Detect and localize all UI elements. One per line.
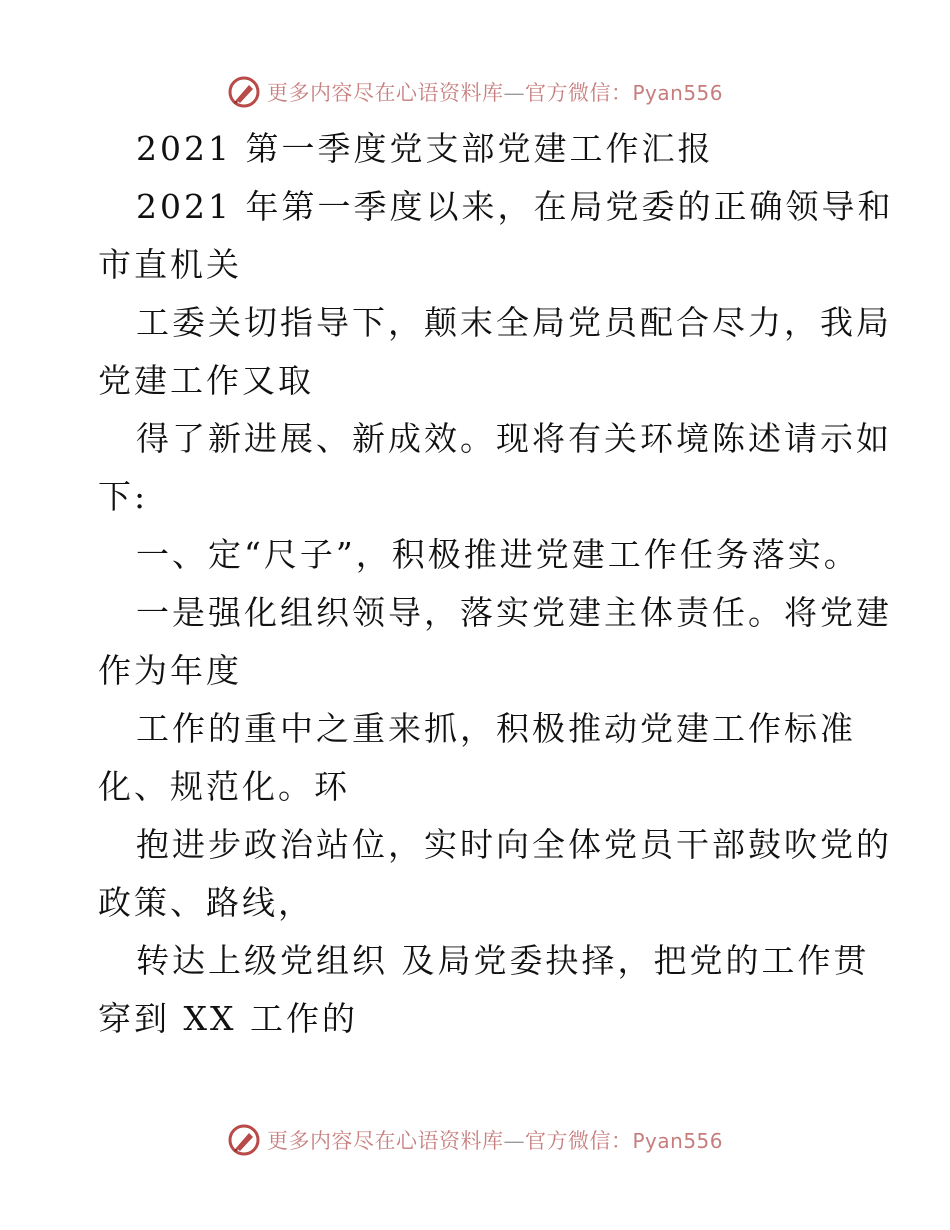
document-body — [98, 120, 894, 1048]
pen-logo-icon — [227, 75, 261, 109]
document-line: 工作的重中之重来抓，积极推动党建工作标准 — [136, 709, 856, 748]
watermark-dash: — — [503, 1129, 525, 1153]
document-line: 政策、路线， — [98, 883, 314, 922]
document-line: 工委关切指导下，颠末全局党员配合尽力，我局 — [136, 303, 892, 342]
watermark-prefix: 更多内容尽在心语资料库 — [266, 81, 504, 105]
watermark-middle: 官方微信： — [524, 1129, 633, 1153]
watermark-text — [267, 1125, 723, 1155]
document-line: 一是强化组织领导，落实党建主体责任。将党建 — [136, 593, 892, 632]
watermark-wechat-id: Pyan556 — [632, 81, 723, 105]
watermark-middle: 官方微信： — [524, 81, 633, 105]
watermark-prefix: 更多内容尽在心语资料库 — [266, 1129, 504, 1153]
document-line: 抱进步政治站位，实时向全体党员干部鼓吹党的 — [136, 825, 892, 864]
pen-logo-icon — [227, 1123, 261, 1157]
document-line: 下: — [98, 477, 149, 516]
document-line: 一、定“尺子”，积极推进党建工作任务落实。 — [136, 535, 860, 574]
watermark-header — [0, 72, 950, 112]
watermark-dash: — — [503, 81, 525, 105]
document-line: 转达上级党组织 及局党委抉择，把党的工作贯 — [136, 941, 870, 980]
document-line: 作为年度 — [98, 651, 242, 690]
watermark-wechat-id: Pyan556 — [632, 1129, 723, 1153]
document-line: 得了新进展、新成效。现将有关环境陈述请示如 — [136, 419, 892, 458]
document-line: 党建工作又取 — [98, 361, 314, 400]
document-line: 化、规范化。环 — [98, 767, 350, 806]
document-line: 2021 年第一季度以来，在局党委的正确领导和 — [136, 187, 894, 226]
document-line: 穿到 XX 工作的 — [98, 999, 358, 1038]
watermark-text — [267, 77, 723, 107]
document-line: 市直机关 — [98, 245, 242, 284]
document-line: 2021 第一季度党支部党建工作汇报 — [136, 129, 714, 168]
watermark-footer — [0, 1120, 950, 1160]
